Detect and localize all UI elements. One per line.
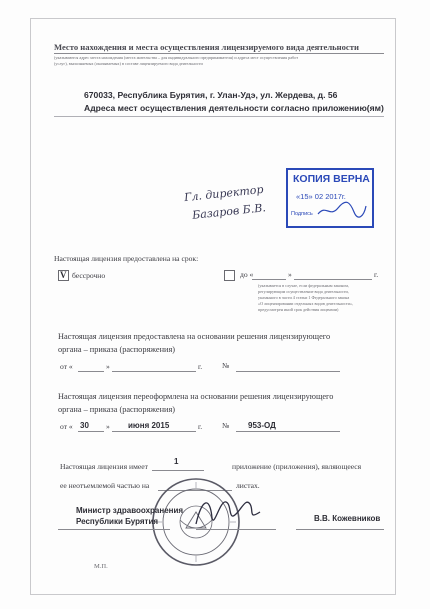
reissue-line-2: органа – приказа (распоряжения): [58, 405, 176, 414]
appendix-prefix: Настоящая лицензия имеет: [60, 462, 148, 471]
term-fine-print-5: предусмотрен иной срок действия лицензии): [258, 307, 339, 312]
basis-day-line: [78, 371, 104, 372]
reissue-day-line: [78, 431, 104, 432]
term-label: Настоящая лицензия предоставлена на срок:: [54, 254, 199, 263]
address-underline: [54, 116, 384, 117]
reissue-number-line: [236, 431, 340, 432]
signatory-position-2: Республики Бурятия: [76, 517, 159, 526]
basis-date-line: [112, 371, 196, 372]
header-fine-print-1: (указываются адрес места нахождения (места жительства – для индивидуального предпринимателя) и адреса мест осуществления работ: [54, 55, 299, 60]
basis-line-1: Настоящая лицензия предоставлена на основании решения лицензирующего: [58, 332, 331, 341]
appendix-line2-suffix: листах.: [236, 481, 260, 490]
term-until-checkbox: [224, 270, 235, 281]
term-fine-print-3: указанного в части 4 статьи 1 Федерального закона: [258, 295, 350, 300]
basis-line-2: органа – приказа (распоряжения): [58, 345, 176, 354]
reissue-from-label: от «: [60, 422, 73, 431]
term-until-prefix: до «: [240, 270, 254, 279]
checkbox-mark: V: [60, 270, 67, 280]
reissue-number-label: №: [222, 421, 230, 430]
signatory-name-line: [296, 529, 384, 530]
signatory-position-1: Министр здравоохранения: [76, 506, 184, 515]
address-line: 670033, Республика Бурятия, г. Улан-Удэ, ул. Жердева, д. 56: [84, 90, 338, 100]
term-unlimited-label: бессрочно: [72, 271, 106, 280]
basis-year-label: г.: [198, 362, 203, 371]
basis-from-label: от «: [60, 362, 73, 371]
appendix-line2-prefix: ее неотъемлемой частью на: [60, 481, 150, 490]
term-until-year-suffix: г.: [374, 270, 379, 279]
stamp-signature-icon: [316, 200, 368, 220]
basis-quote: »: [106, 362, 110, 371]
reissue-number: 953-ОД: [248, 421, 276, 430]
handwritten-name: Базаров Б.В.: [191, 201, 267, 222]
signatory-name: В.В. Кожевников: [314, 514, 381, 523]
term-date-line: [294, 279, 372, 280]
stamp-title: КОПИЯ ВЕРНА: [293, 173, 370, 185]
reissue-quote: »: [106, 422, 110, 431]
address-note: Адреса мест осуществления деятельности согласно приложению(ям): [84, 103, 384, 113]
basis-number-line: [236, 371, 340, 372]
header-title: Место нахождения и места осуществления лицензируемого вида деятельности: [54, 42, 359, 52]
header-fine-print-2: (услуг), выполняемых (оказываемых) в составе лицензируемого вида деятельности: [54, 61, 203, 66]
term-fine-print-4: «О лицензировании отдельных видов деятельности»,: [258, 301, 354, 306]
term-until-quote: »: [288, 270, 292, 279]
copy-certified-stamp: [286, 168, 374, 228]
signatory-position-line: [58, 529, 170, 530]
seal-place-label: М.П.: [94, 563, 108, 570]
stamp-date: «15» 02 2017г.: [296, 192, 346, 201]
minister-signature-icon: [190, 490, 264, 530]
reissue-line-1: Настоящая лицензия переоформлена на основании решения лицензирующего: [58, 392, 334, 401]
header-underline: [54, 53, 384, 54]
reissue-date-line: [112, 431, 196, 432]
term-day-line: [252, 279, 286, 280]
handwritten-position: Гл. директор: [183, 182, 265, 205]
stamp-sign-label: Подпись: [291, 211, 313, 217]
term-fine-print-1: (указывается в случае, если федеральным законом,: [258, 283, 349, 288]
signature-line: [196, 529, 276, 530]
reissue-month-year: июня 2015: [128, 421, 170, 430]
basis-number-label: №: [222, 361, 230, 370]
reissue-day: 30: [80, 421, 89, 430]
appendix-count-line: [152, 470, 204, 471]
term-unlimited-checkbox: [58, 270, 69, 281]
reissue-year-label: г.: [198, 422, 203, 431]
appendix-count: 1: [174, 457, 179, 466]
appendix-suffix: приложение (приложения), являющееся: [232, 462, 362, 471]
term-fine-print-2: регулирующим осуществление вида деятельности,: [258, 289, 349, 294]
